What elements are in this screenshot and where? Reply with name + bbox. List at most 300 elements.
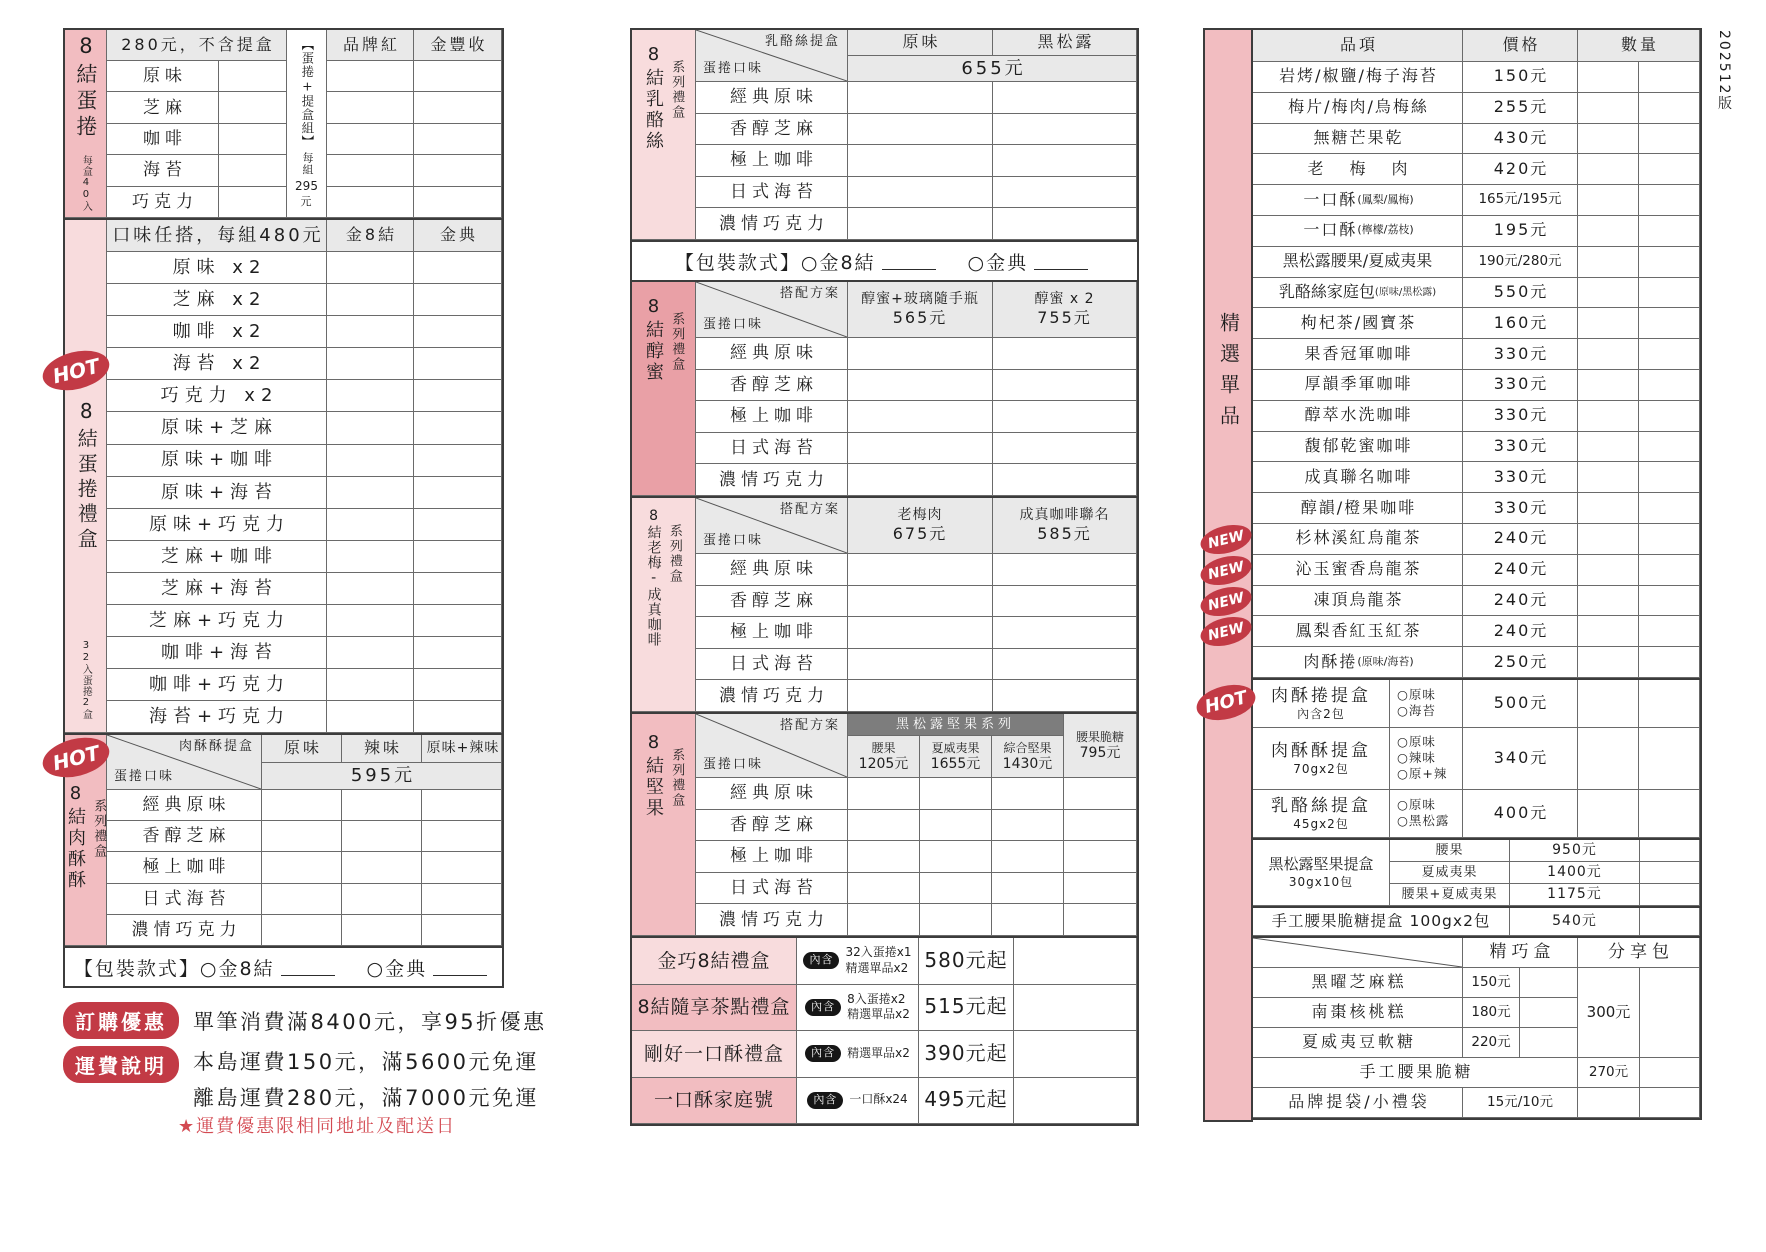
carry-box-table [1251,678,1702,840]
packing-option-gold8[interactable]: ○金8結 [199,957,275,980]
col-header: 原味+辣味 [422,735,502,763]
item-name: 品牌提袋/小禮袋 [1253,1088,1463,1118]
item-name: 果香冠軍咖啡 [1253,339,1463,370]
qty-cell[interactable] [848,586,993,618]
qty-cell[interactable] [422,915,502,946]
qty-cell[interactable] [422,852,502,883]
price-cell: 255元 [1463,93,1578,124]
combo-label: 海苔+巧克力 [107,701,327,733]
qty-cell[interactable] [1064,810,1137,842]
price-cell: 1400元 [1510,862,1640,884]
qty-cell[interactable] [219,155,287,186]
flavor-label: 日式海苔 [696,873,848,905]
qty-cell[interactable] [342,790,422,821]
qty-cell[interactable] [848,338,993,370]
order-discount-row [63,1002,547,1039]
diagonal-header [1253,938,1463,968]
qty-cell[interactable] [848,464,993,496]
qty-cell[interactable] [992,904,1064,936]
price-cell: 240元 [1463,524,1578,555]
qty-cell[interactable] [1640,968,1700,1058]
qty-cell[interactable] [1520,968,1578,998]
qty-cell[interactable] [327,445,414,477]
qty-cell[interactable] [1578,154,1639,185]
pork-floss-table [63,733,504,948]
section-title: 8結乳酪絲 [642,44,664,152]
qty-cell[interactable] [327,637,414,669]
qty-cell[interactable] [848,145,993,177]
qty-cell[interactable] [1578,339,1639,370]
blank-line[interactable] [1034,253,1088,270]
qty-cell[interactable] [219,61,287,92]
qty-cell[interactable] [327,284,414,316]
packing-style-row [630,240,1139,282]
col-header: 夏威夷果 1655元 [920,736,992,778]
qty-cell[interactable] [1578,93,1639,124]
qty-cell[interactable] [327,380,414,412]
qty-cell[interactable] [1640,862,1700,884]
qty-cell[interactable] [1639,524,1700,555]
col-header: 腰果 1205元 [848,736,920,778]
section-sidebar [65,30,107,218]
qty-cell[interactable] [1640,908,1700,936]
col-header: 醇蜜 x 2 755元 [993,282,1137,338]
flavor-options [1390,728,1463,790]
item-name: 鳳梨香紅玉紅茶 [1253,616,1463,647]
flavor-label: 極上咖啡 [696,617,848,649]
flavor-label: 咖啡 [107,124,219,155]
qty-cell[interactable] [414,92,502,123]
radio-option[interactable]: ○黑松露 [1397,813,1450,828]
qty-cell[interactable] [993,370,1137,402]
diag-bottom-label: 蛋捲口味 [703,60,764,76]
qty-cell[interactable] [1578,370,1639,401]
gift-box-table [63,218,504,735]
col-header-item: 品項 [1253,30,1463,62]
qty-cell[interactable] [262,884,342,915]
qty-cell[interactable] [1640,840,1700,862]
qty-cell[interactable] [414,477,502,509]
qty-cell[interactable] [414,412,502,444]
qty-cell[interactable] [1578,680,1639,728]
qty-cell[interactable] [1639,680,1700,728]
qty-cell[interactable] [414,445,502,477]
qty-cell[interactable] [1578,401,1639,432]
blank-line[interactable] [281,959,335,976]
flavor-label: 極上咖啡 [696,401,848,433]
flavor-label: 香醇芝麻 [696,810,848,842]
share-pack-price: 300元 [1578,968,1640,1058]
egg-roll-table [63,28,504,220]
qty-cell[interactable] [327,477,414,509]
qty-cell[interactable] [1639,185,1700,216]
item-name: 岩烤/椒鹽/梅子海苔 [1253,62,1463,93]
qty-cell[interactable] [342,884,422,915]
col-header: 品牌紅 [327,30,414,61]
flavor-label: 香醇芝麻 [696,370,848,402]
section-sidebar [632,30,696,240]
qty-cell[interactable] [1639,616,1700,647]
qty-cell[interactable] [992,841,1064,873]
item-name: 夏威夷豆軟糖 [1253,1028,1463,1058]
flavor-label: 香醇芝麻 [107,821,262,852]
qty-cell[interactable] [993,401,1137,433]
radio-option[interactable]: ○原味 [1397,734,1436,750]
qty-cell[interactable] [1640,1058,1700,1088]
qty-cell[interactable] [327,701,414,733]
section-title: 精選單品 [1216,312,1241,436]
qty-cell[interactable] [1064,841,1137,873]
qty-cell[interactable] [414,187,502,218]
qty-cell[interactable] [414,316,502,348]
hot-badge: HOT [1193,679,1259,726]
qty-cell[interactable] [993,586,1137,618]
qty-cell[interactable] [1064,778,1137,810]
diag-bottom-label: 蛋捲口味 [114,768,175,784]
qty-cell[interactable] [1639,586,1700,617]
packing-label: 【包裝款式】 [73,957,200,980]
qty-cell[interactable] [1014,938,1137,985]
col-header-share-pack: 分享包 [1578,938,1700,968]
flavor-label: 經典原味 [696,778,848,810]
qty-cell[interactable] [1064,904,1137,936]
item-name: 馥郁乾蜜咖啡 [1253,432,1463,463]
new-badge: NEW [1198,612,1255,651]
qty-cell[interactable] [1578,278,1639,309]
qty-cell[interactable] [1578,462,1639,493]
qty-cell[interactable] [327,316,414,348]
qty-cell[interactable] [848,82,993,114]
gift-contents: 內含 精選單品x2 [797,1031,919,1078]
cheese-strip-table [630,28,1139,242]
qty-cell[interactable] [992,778,1064,810]
qty-cell[interactable] [1578,616,1639,647]
qty-cell[interactable] [1639,278,1700,309]
radio-option[interactable]: ○海苔 [1397,703,1436,718]
qty-cell[interactable] [262,915,342,946]
col-header-small-box: 精巧盒 [1463,938,1578,968]
price-cell: 15元/10元 [1463,1088,1578,1118]
qty-cell[interactable] [848,208,993,240]
diagonal-line [1253,938,1462,967]
item-name: 肉酥捲 (原味/海苔) [1253,647,1463,678]
blank-line[interactable] [882,253,936,270]
qty-cell[interactable] [993,680,1137,712]
qty-cell[interactable] [219,92,287,123]
qty-cell[interactable] [262,790,342,821]
radio-option[interactable]: ○原味 [1397,797,1436,813]
price-cell: 540元 [1510,908,1640,936]
qty-cell[interactable] [848,873,920,905]
section-subtitle: 系列禮盒 [669,748,685,808]
qty-cell[interactable] [414,380,502,412]
qty-cell[interactable] [993,114,1137,146]
qty-cell[interactable] [414,541,502,573]
hot-badge: HOT [39,344,114,396]
qty-cell[interactable] [1639,62,1700,93]
qty-cell[interactable] [993,617,1137,649]
radio-option[interactable]: ○原味 [1397,687,1436,703]
version-tag: 202512版 [1716,30,1732,112]
qty-cell[interactable] [1639,647,1700,678]
qty-cell[interactable] [1014,985,1137,1032]
qty-cell[interactable] [993,177,1137,209]
item-name: 手工腰果脆糖 [1253,1058,1578,1088]
qty-cell[interactable] [848,810,920,842]
qty-cell[interactable] [1639,216,1700,247]
item-name: 黑曜芝麻糕 [1253,968,1463,998]
qty-cell[interactable] [327,669,414,701]
packing-option-classic[interactable]: ○金典 [967,251,1029,274]
qty-cell[interactable] [327,573,414,605]
qty-cell[interactable] [848,554,993,586]
qty-cell[interactable] [1639,493,1700,524]
packing-option-classic[interactable]: ○金典 [366,957,428,980]
qty-cell[interactable] [1064,873,1137,905]
qty-cell[interactable] [1639,339,1700,370]
section-sidebar [632,498,696,712]
diagonal-header [696,282,848,338]
price-cell: 150元 [1463,62,1578,93]
qty-cell[interactable] [414,284,502,316]
qty-cell[interactable] [414,252,502,284]
col-header: 金8結 [327,220,414,252]
flavor-label: 日式海苔 [696,649,848,681]
series-header: 黑松露堅果系列 [848,714,1064,736]
qty-cell[interactable] [219,187,287,218]
qty-cell[interactable] [1578,524,1639,555]
qty-cell[interactable] [848,114,993,146]
qty-cell[interactable] [1639,308,1700,339]
qty-cell[interactable] [414,573,502,605]
section-subtitle: 系列禮盒 [669,60,685,120]
qty-cell[interactable] [327,509,414,541]
diagonal-header [696,30,848,82]
col-header: 腰果脆糖 795元 [1064,714,1137,778]
qty-cell[interactable] [992,810,1064,842]
flavor-label: 極上咖啡 [107,852,262,883]
item-name: 枸杞茶/國寶茶 [1253,308,1463,339]
price-cell: 270元 [1578,1058,1640,1088]
combo-option-column [287,30,327,218]
qty-cell[interactable] [848,617,993,649]
item-name: 黑松露腰果/夏威夷果 [1253,247,1463,278]
qty-cell[interactable] [1639,247,1700,278]
qty-cell[interactable] [1639,555,1700,586]
qty-cell[interactable] [993,145,1137,177]
qty-cell[interactable] [993,464,1137,496]
qty-cell[interactable] [1578,216,1639,247]
flavor-label: 濃情巧克力 [696,208,848,240]
qty-cell[interactable] [342,852,422,883]
qty-cell[interactable] [422,884,502,915]
qty-cell[interactable] [920,904,992,936]
qty-cell[interactable] [414,61,502,92]
qty-cell[interactable] [1520,1028,1578,1058]
flavor-label: 原味 [107,61,219,92]
item-name: 沁玉蜜香烏龍茶 [1253,555,1463,586]
flavor-label: 濃情巧克力 [696,904,848,936]
qty-cell[interactable] [422,821,502,852]
qty-cell[interactable] [848,433,993,465]
qty-cell[interactable] [993,433,1137,465]
diag-top-label: 搭配方案 [779,718,840,733]
qty-cell[interactable] [1578,124,1639,155]
col-header: 原味 [262,735,342,763]
contains-badge: 內含 [803,952,839,969]
qty-cell[interactable] [1578,308,1639,339]
qty-cell[interactable] [327,348,414,380]
qty-cell[interactable] [1578,586,1639,617]
qty-cell[interactable] [1014,1078,1137,1125]
combo-label: 原味 x2 [107,252,327,284]
qty-cell[interactable] [1578,1088,1640,1118]
qty-cell[interactable] [920,841,992,873]
qty-cell[interactable] [414,124,502,155]
flavor-label: 經典原味 [107,790,262,821]
col-header: 金典 [414,220,502,252]
radio-option[interactable]: ○原+辣 [1397,765,1448,781]
qty-cell[interactable] [219,124,287,155]
qty-cell[interactable] [1639,432,1700,463]
price-cell: 655元 [848,56,1137,82]
qty-cell[interactable] [327,541,414,573]
qty-cell[interactable] [848,370,993,402]
flavor-label: 日式海苔 [696,177,848,209]
qty-cell[interactable] [1520,998,1578,1028]
price-cell: 240元 [1463,555,1578,586]
qty-cell[interactable] [414,348,502,380]
qty-cell[interactable] [414,155,502,186]
price-cell: 250元 [1463,647,1578,678]
qty-cell[interactable] [1639,154,1700,185]
qty-cell[interactable] [1578,790,1639,838]
qty-cell[interactable] [1639,462,1700,493]
qty-cell[interactable] [1640,1088,1700,1118]
qty-cell[interactable] [993,208,1137,240]
qty-cell[interactable] [1578,493,1639,524]
price-cell: 330元 [1463,339,1578,370]
combo-label: 咖啡 x2 [107,316,327,348]
cashew-brittle-box-row [1251,906,1702,938]
variant-name: 腰果 [1390,840,1510,862]
qty-cell[interactable] [1578,62,1639,93]
flavor-label: 日式海苔 [107,884,262,915]
qty-cell[interactable] [414,509,502,541]
section-sidebar [65,220,107,733]
qty-cell[interactable] [422,790,502,821]
packing-style-row [63,946,504,988]
qty-cell[interactable] [342,915,422,946]
qty-cell[interactable] [920,810,992,842]
qty-cell[interactable] [1578,185,1639,216]
qty-cell[interactable] [993,649,1137,681]
qty-cell[interactable] [1014,1031,1137,1078]
qty-cell[interactable] [327,252,414,284]
qty-cell[interactable] [1578,647,1639,678]
qty-cell[interactable] [262,852,342,883]
qty-cell[interactable] [1578,432,1639,463]
qty-cell[interactable] [1578,555,1639,586]
qty-cell[interactable] [1578,728,1639,790]
shipping-info-row [63,1046,539,1112]
combo-label: 咖啡+巧克力 [107,669,327,701]
price-cell: 400元 [1463,790,1578,838]
combo-price: 295 [295,178,318,193]
qty-cell[interactable] [848,177,993,209]
item-name: 乳酪絲家庭包 (原味/黑松露) [1253,278,1463,309]
col-header: 金豐收 [414,30,502,61]
qty-cell[interactable] [1640,884,1700,906]
flavor-label: 濃情巧克力 [696,680,848,712]
qty-cell[interactable] [848,904,920,936]
qty-cell[interactable] [327,124,414,155]
qty-cell[interactable] [414,605,502,637]
qty-cell[interactable] [848,680,993,712]
qty-cell[interactable] [327,412,414,444]
section-title: 8結蛋捲 [73,34,98,142]
packing-option-gold8[interactable]: ○金8結 [800,251,876,274]
price-cell: 340元 [1463,728,1578,790]
combo-label: 芝麻+巧克力 [107,605,327,637]
qty-cell[interactable] [1639,790,1700,838]
combo-note: 每組 [300,151,314,176]
qty-cell[interactable] [414,669,502,701]
qty-cell[interactable] [992,873,1064,905]
flavor-label: 經典原味 [696,82,848,114]
blank-line[interactable] [433,959,487,976]
qty-cell[interactable] [327,61,414,92]
variant-name: 腰果+夏威夷果 [1390,884,1510,906]
price-cell: 240元 [1463,586,1578,617]
qty-cell[interactable] [262,821,342,852]
qty-cell[interactable] [414,637,502,669]
qty-cell[interactable] [993,82,1137,114]
qty-cell[interactable] [920,778,992,810]
qty-cell[interactable] [327,155,414,186]
price-cell: 550元 [1463,278,1578,309]
combo-label: 巧克力 x2 [107,380,327,412]
qty-cell[interactable] [993,338,1137,370]
qty-cell[interactable] [327,187,414,218]
qty-cell[interactable] [327,605,414,637]
qty-cell[interactable] [1639,124,1700,155]
qty-cell[interactable] [848,841,920,873]
qty-cell[interactable] [327,92,414,123]
qty-cell[interactable] [848,649,993,681]
flavor-options [1390,790,1463,838]
combo-label: 海苔 x2 [107,348,327,380]
qty-cell[interactable] [920,873,992,905]
qty-cell[interactable] [1639,93,1700,124]
item-name: 一口酥 (鳳梨/鳳梅) [1253,185,1463,216]
qty-cell[interactable] [342,821,422,852]
qty-cell[interactable] [1639,728,1700,790]
qty-cell[interactable] [414,701,502,733]
qty-cell[interactable] [993,554,1137,586]
flavor-label: 濃情巧克力 [107,915,262,946]
qty-cell[interactable] [848,401,993,433]
radio-option[interactable]: ○辣味 [1397,750,1436,766]
item-name: 無糖芒果乾 [1253,124,1463,155]
qty-cell[interactable] [1639,370,1700,401]
qty-cell[interactable] [1578,247,1639,278]
diag-top-label: 搭配方案 [779,502,840,517]
col-header: 原味 [848,30,993,56]
qty-cell[interactable] [1639,401,1700,432]
qty-cell[interactable] [848,778,920,810]
flavor-label: 日式海苔 [696,433,848,465]
